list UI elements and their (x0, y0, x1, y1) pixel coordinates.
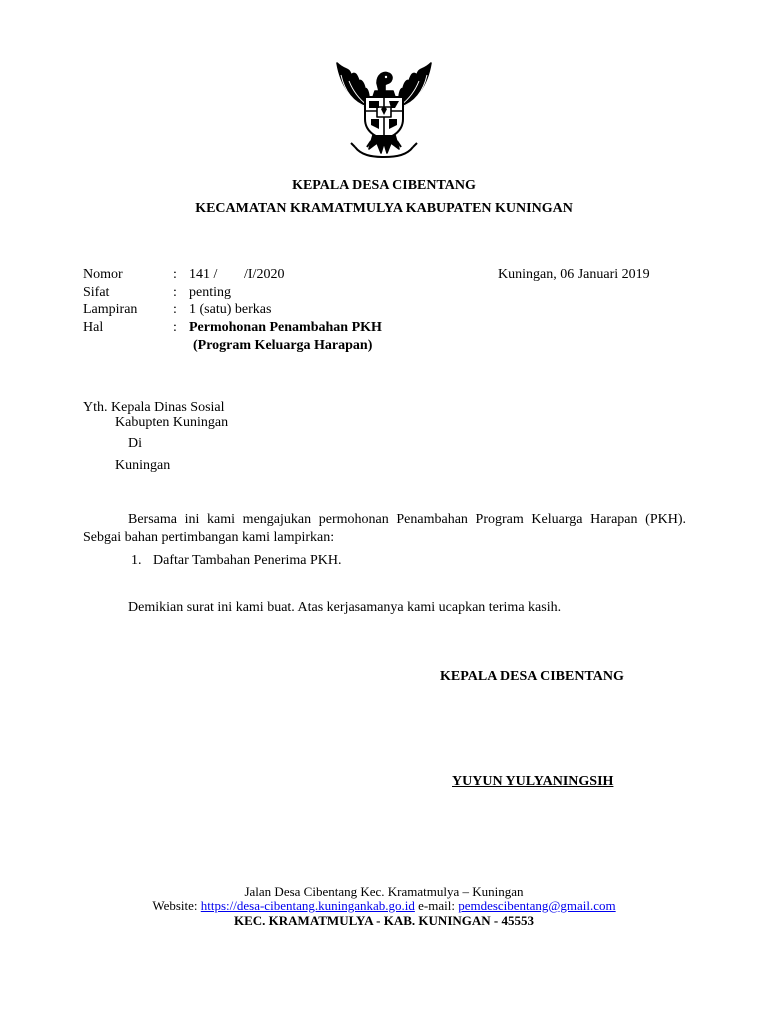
nomor-colon: : (173, 267, 177, 282)
body-paragraph: Bersama ini kami mengajukan permohonan Penambahan Program Keluarga Harapan (PKH). Sebgai bahan pertimbangan kami lampirkan: (83, 512, 686, 545)
letter-header-subtitle: KECAMATAN KRAMATMULYA KABUPATEN KUNINGAN (195, 201, 573, 216)
nomor-label: Nomor (83, 267, 123, 282)
recipient-line-2: Kabupten Kuningan (115, 415, 229, 430)
hal-value-detail: (Program Keluarga Harapan) (193, 338, 373, 353)
hal-label: Hal (83, 320, 104, 335)
closing-paragraph: Demikian surat ini kami buat. Atas kerjasamanya kami ucapkan terima kasih. (128, 600, 562, 615)
lampiran-value: 1 (satu) berkas (189, 302, 272, 317)
hal-colon: : (173, 320, 177, 335)
email-link[interactable]: pemdescibentang@gmail.com (458, 898, 616, 913)
lampiran-colon: : (173, 302, 177, 317)
recipient-line-3: Di (128, 436, 142, 451)
signature-title: KEPALA DESA CIBENTANG (440, 669, 624, 684)
letter-header-title: KEPALA DESA CIBENTANG (292, 178, 476, 193)
hal-value: Permohonan Penambahan PKH (189, 320, 382, 335)
sifat-value: penting (189, 285, 231, 300)
recipient-line-4: Kuningan (115, 458, 171, 473)
nomor-value-prefix: 141 / (189, 267, 218, 282)
letter-date: Kuningan, 06 Januari 2019 (498, 267, 650, 282)
footer-contact (0, 898, 768, 914)
lampiran-label: Lampiran (83, 302, 138, 317)
signature-name: YUYUN YULYANINGSIH (452, 774, 614, 789)
list-item-number: 1. (131, 553, 142, 568)
sifat-colon: : (173, 285, 177, 300)
website-label: Website: (152, 898, 201, 913)
footer-postal: KEC. KRAMATMULYA - KAB. KUNINGAN - 45553 (234, 913, 534, 928)
website-link[interactable]: https://desa-cibentang.kuningankab.go.id (200, 898, 415, 913)
list-item-text: Daftar Tambahan Penerima PKH. (153, 553, 342, 568)
footer-address: Jalan Desa Cibentang Kec. Kramatmulya – Kuningan (244, 884, 524, 899)
garuda-emblem-icon (331, 57, 437, 161)
email-label: e-mail: (414, 898, 459, 913)
recipient-line-1: Yth. Kepala Dinas Sosial (83, 400, 225, 415)
sifat-label: Sifat (83, 285, 110, 300)
nomor-value-suffix: /I/2020 (244, 267, 285, 282)
